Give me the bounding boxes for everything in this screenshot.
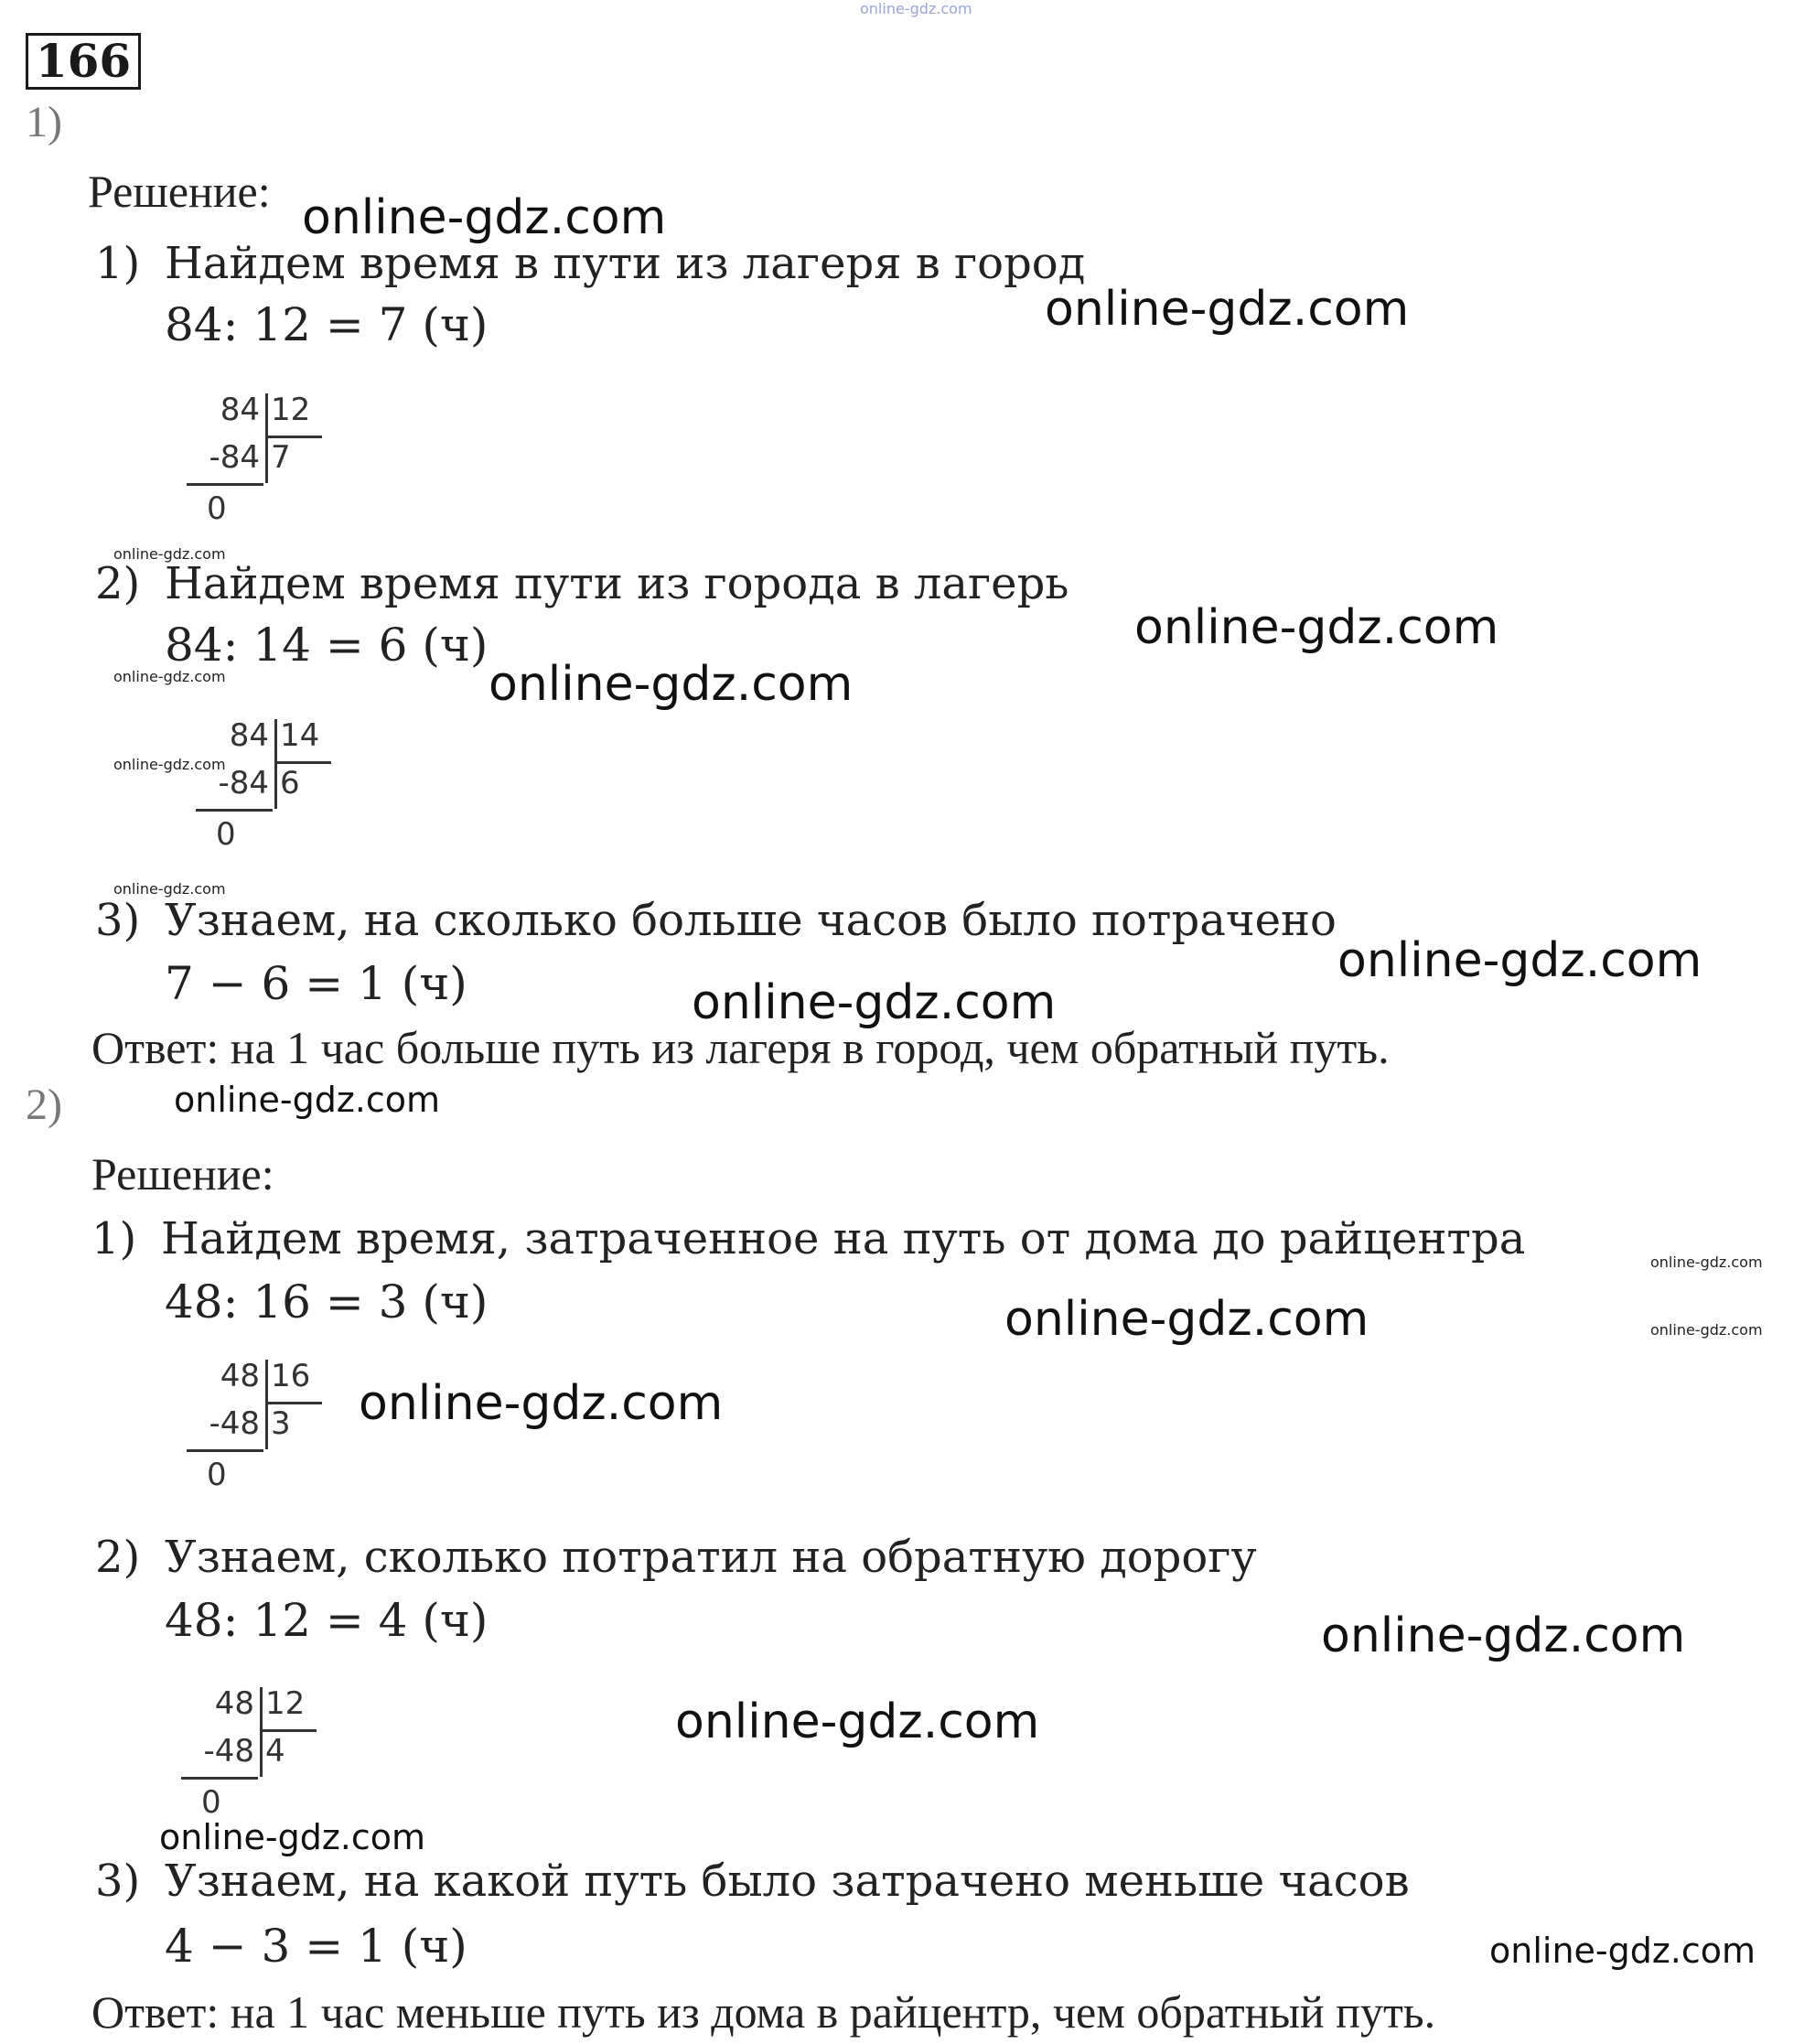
watermark: online-gdz.com [692,975,1057,1030]
division-subtrahend: -48 [203,1733,254,1770]
part-2-step-1-expr: 48: 16 = 3 (ч) [165,1275,489,1329]
watermark: online-gdz.com [1489,1931,1756,1971]
division-quotient: 4 [265,1733,285,1770]
watermark-small: online-gdz.com [113,880,226,898]
part-2-answer: Ответ: на 1 час меньше путь из дома в райцентр, чем обратный путь. [91,1986,1436,2038]
part-1-step-1-long-division [179,392,311,529]
watermark: online-gdz.com [489,657,854,712]
part-1-step-1-text: Найдем время в пути из лагеря в город [165,238,1086,289]
watermark: online-gdz.com [174,1080,441,1120]
part-1-step-1-label: 1) [95,238,141,289]
division-subtract-line [196,809,273,812]
part-1-step-2-label: 2) [95,558,141,609]
part-2-step-3-label: 3) [95,1856,141,1907]
watermark-small: online-gdz.com [1650,1321,1763,1339]
division-subtrahend: -48 [209,1405,260,1442]
watermark: online-gdz.com [1337,933,1702,988]
part-1-step-3-label: 3) [95,895,141,946]
division-subtrahend: -84 [218,765,269,801]
part-2-step-1-long-division [179,1358,311,1495]
division-quotient: 3 [271,1405,291,1442]
division-divisor-line [276,761,331,764]
part-1-step-3-expr: 7 − 6 = 1 (ч) [165,957,467,1010]
part-1-label: 1) [26,98,62,146]
part-2-step-3-expr: 4 − 3 = 1 (ч) [165,1920,467,1973]
division-remainder: 0 [207,490,227,527]
division-dividend: 48 [220,1358,260,1394]
division-divisor-line [262,1729,317,1732]
division-remainder: 0 [216,816,236,853]
part-1-answer: Ответ: на 1 час больше путь из лагеря в город, чем обратный путь. [91,1022,1390,1073]
division-dividend: 84 [220,392,260,428]
division-divisor: 14 [280,717,320,754]
division-divisor: 12 [271,392,311,428]
part-2-step-3-text: Узнаем, на какой путь было затрачено меньше часов [165,1856,1410,1907]
division-vertical-line [274,719,277,809]
problem-number: 166 [26,33,141,90]
division-dividend: 84 [229,717,269,754]
part-2-step-2-expr: 48: 12 = 4 (ч) [165,1594,489,1647]
part-2-step-1-text: Найдем время, затраченное на путь от дома до райцентра [161,1213,1526,1264]
watermark: online-gdz.com [159,1817,426,1857]
division-subtract-line [187,1449,263,1452]
division-subtract-line [187,483,263,486]
watermark: online-gdz.com [302,190,667,245]
division-remainder: 0 [201,1784,221,1821]
watermark-small: online-gdz.com [1650,1253,1763,1271]
watermark: online-gdz.com [359,1376,724,1431]
part-2-step-2-long-division [174,1685,306,1823]
part-1-step-1-expr: 84: 12 = 7 (ч) [165,298,489,351]
part-1-step-2-text: Найдем время пути из города в лагерь [165,558,1069,609]
part-2-step-2-label: 2) [95,1532,141,1583]
part-1-step-3-text: Узнаем, на сколько больше часов было потрачено [165,895,1337,946]
division-divisor: 12 [265,1685,306,1722]
part-1-step-2-long-division [188,717,320,855]
division-remainder: 0 [207,1457,227,1493]
division-vertical-line [265,393,268,483]
watermark: online-gdz.com [1134,600,1499,655]
division-divisor-line [267,1402,322,1404]
division-subtrahend: -84 [209,439,260,476]
part-1-solution-label: Решение: [88,166,271,217]
watermark: online-gdz.com [675,1694,1040,1749]
watermark: online-gdz.com [1004,1292,1369,1347]
division-vertical-line [260,1687,263,1777]
watermark-small: online-gdz.com [113,756,226,773]
part-2-solution-label: Решение: [91,1148,274,1200]
watermark: online-gdz.com [1045,282,1410,337]
division-vertical-line [265,1360,268,1449]
part-2-label: 2) [26,1081,62,1129]
division-dividend: 48 [214,1685,254,1722]
watermark-small: online-gdz.com [113,668,226,685]
part-2-step-2-text: Узнаем, сколько потратил на обратную дорогу [165,1532,1257,1583]
division-divisor-line [267,436,322,438]
watermark: online-gdz.com [1321,1608,1686,1663]
watermark-top: online-gdz.com [860,0,972,17]
division-divisor: 16 [271,1358,311,1394]
division-quotient: 7 [271,439,291,476]
part-2-step-1-label: 1) [91,1213,137,1264]
division-quotient: 6 [280,765,300,801]
watermark-small: online-gdz.com [113,545,226,563]
part-1-step-2-expr: 84: 14 = 6 (ч) [165,619,489,672]
division-subtract-line [181,1777,258,1780]
